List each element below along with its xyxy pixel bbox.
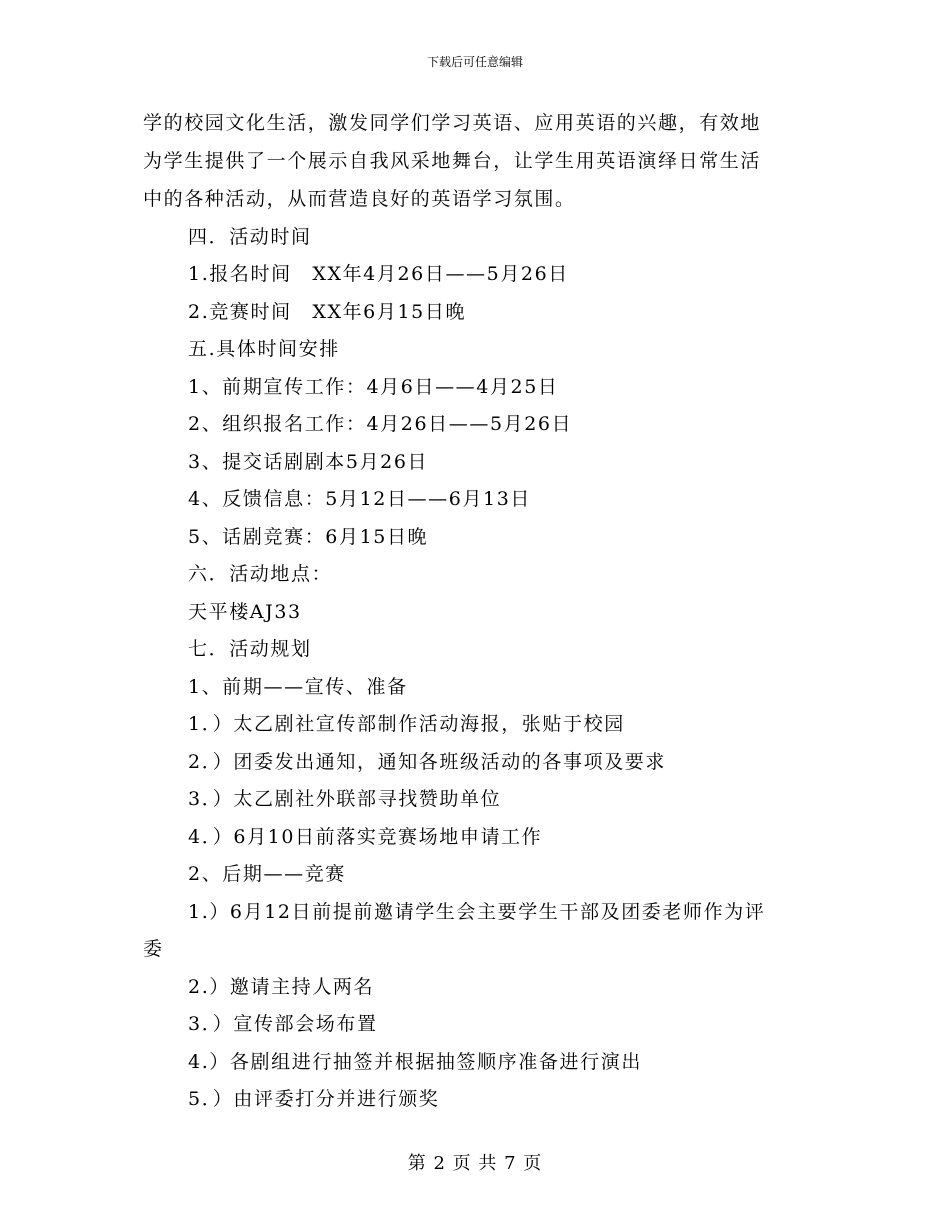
body-line: 为学生提供了一个展示自我风采地舞台，让学生用英语演绎日常生活 <box>143 150 762 172</box>
body-line: 3．）太乙剧社外联部寻找赞助单位 <box>188 788 502 810</box>
body-line: 1、前期宣传工作：4月6日——4月25日 <box>188 376 559 398</box>
body-line: 4．）6月10日前落实竞赛场地申请工作 <box>188 826 543 848</box>
body-line: 4.）各剧组进行抽签并根据抽签顺序准备进行演出 <box>188 1051 642 1073</box>
section-heading-location: 六．活动地点： <box>188 563 333 585</box>
body-line: 2、后期——竞赛 <box>188 863 346 885</box>
body-line: 5．）由评委打分并进行颁奖 <box>188 1088 440 1110</box>
page-number-footer: 第 2 页 共 7 页 <box>407 1153 543 1174</box>
section-heading-activity-time: 四．活动时间 <box>188 226 312 248</box>
body-line: 1.）6月12日前提前邀请学生会主要学生干部及团委老师作为评 <box>188 901 766 923</box>
body-line: 学的校园文化生活，激发同学们学习英语、应用英语的兴趣，有效地 <box>143 112 762 134</box>
body-line: 2.）邀请主持人两名 <box>188 976 375 998</box>
body-line: 1.报名时间 XX年4月26日——5月26日 <box>188 263 569 285</box>
body-line: 天平楼AJ33 <box>188 601 302 623</box>
body-line: 委 <box>143 938 164 960</box>
body-line: 2.竞赛时间 XX年6月15日晚 <box>188 301 467 323</box>
body-line: 3．）宣传部会场布置 <box>188 1013 378 1035</box>
body-line: 1、前期——宣传、准备 <box>188 676 408 698</box>
body-line: 3、提交话剧剧本5月26日 <box>188 451 429 473</box>
body-line: 1．）太乙剧社宣传部制作活动海报，张贴于校园 <box>188 713 625 735</box>
body-line: 2、组织报名工作：4月26日——5月26日 <box>188 413 573 435</box>
body-line: 5、话剧竞赛：6月15日晚 <box>188 526 429 548</box>
body-line: 4、反馈信息：5月12日——6月13日 <box>188 488 532 510</box>
section-heading-schedule: 五.具体时间安排 <box>188 338 340 360</box>
section-heading-planning: 七．活动规划 <box>188 638 312 660</box>
body-line: 2．）团委发出通知，通知各班级活动的各事项及要求 <box>188 751 666 773</box>
page-header-note: 下载后可任意编辑 <box>426 55 523 69</box>
body-line: 中的各种活动，从而营造良好的英语学习氛围。 <box>143 188 576 210</box>
